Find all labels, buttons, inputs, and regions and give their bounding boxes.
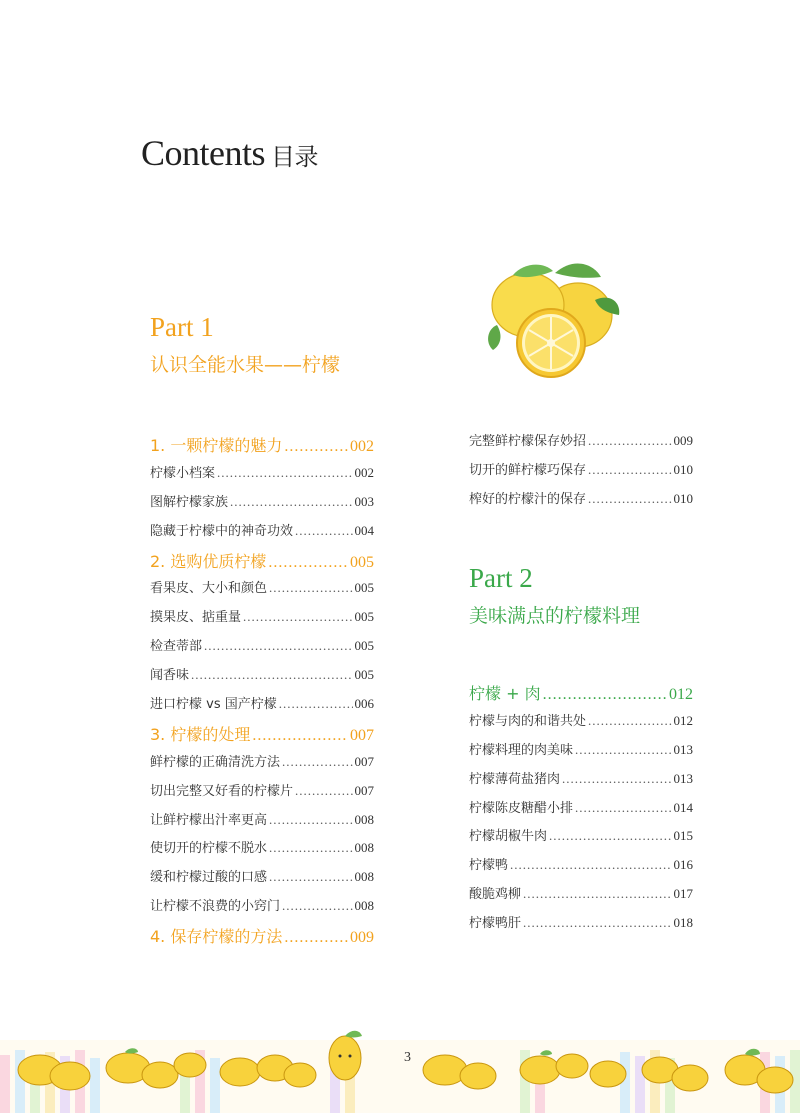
toc-section-1[interactable]: 1. 一颗柠檬的魅力 ..... 002 [150, 433, 374, 462]
toc-entry[interactable]: 柠檬薄荷盐猪肉 ..... 013 [469, 768, 693, 797]
toc-entry[interactable]: 柠檬与肉的和谐共处 ..... 012 [469, 710, 693, 739]
lemon-illustration-icon [483, 255, 623, 390]
toc-entry[interactable]: 缓和柠檬过酸的口感 ..... 008 [150, 866, 374, 895]
part1-toc [150, 433, 374, 953]
toc-entry[interactable]: 柠檬鸭肝 ..... 018 [469, 912, 693, 941]
page-number: 3 [404, 1050, 411, 1065]
part1-label: Part 1 [150, 312, 214, 342]
part2-subtitle: 美味满点的柠檬料理 [469, 605, 641, 627]
part2-toc [469, 681, 693, 941]
toc-entry[interactable]: 完整鲜柠檬保存妙招 ..... 009 [469, 430, 693, 459]
toc-entry[interactable]: 隐藏于柠檬中的神奇功效 ..... 004 [150, 520, 374, 549]
toc-entry[interactable]: 摸果皮、掂重量 ..... 005 [150, 606, 374, 635]
toc-entry[interactable]: 鲜柠檬的正确清洗方法 ..... 007 [150, 751, 374, 780]
toc-entry[interactable]: 看果皮、大小和颜色 ..... 005 [150, 577, 374, 606]
toc-entry[interactable]: 进口柠檬 vs 国产柠檬 ..... 006 [150, 693, 374, 722]
toc-entry[interactable]: 柠檬胡椒牛肉 ..... 015 [469, 825, 693, 854]
part1-subtitle: 认识全能水果——柠檬 [150, 354, 341, 376]
toc-entry[interactable]: 柠檬鸭 ..... 016 [469, 854, 693, 883]
part2-label: Part 2 [469, 563, 533, 593]
toc-entry[interactable]: 榨好的柠檬汁的保存 ..... 010 [469, 488, 693, 517]
toc-entry[interactable]: 图解柠檬家族 ..... 003 [150, 491, 374, 520]
toc-entry[interactable]: 让柠檬不浪费的小窍门 ..... 008 [150, 895, 374, 924]
toc-entry[interactable]: 柠檬料理的肉美味 ..... 013 [469, 739, 693, 768]
toc-entry[interactable]: 切出完整又好看的柠檬片 ..... 007 [150, 780, 374, 809]
toc-entry[interactable]: 酸脆鸡柳 ..... 017 [469, 883, 693, 912]
toc-section-meat[interactable]: 柠檬 + 肉 ..... 012 [469, 681, 693, 710]
lemon-border-decoration-icon [0, 1020, 800, 1113]
toc-entry[interactable]: 切开的鲜柠檬巧保存 ..... 010 [469, 459, 693, 488]
page-title [141, 132, 318, 174]
toc-entry[interactable]: 柠檬陈皮糖醋小排 ..... 014 [469, 797, 693, 826]
toc-section-4[interactable]: 4. 保存柠檬的方法 ..... 009 [150, 924, 374, 953]
toc-section-3[interactable]: 3. 柠檬的处理 ..... 007 [150, 722, 374, 751]
title-chinese: 目录 [271, 143, 319, 171]
toc-entry[interactable]: 检查蒂部 ..... 005 [150, 635, 374, 664]
toc-entry[interactable]: 闻香味 ..... 005 [150, 664, 374, 693]
toc-entry[interactable]: 柠檬小档案 ..... 002 [150, 462, 374, 491]
toc-entry[interactable]: 使切开的柠檬不脱水 ..... 008 [150, 837, 374, 866]
part1-toc-continued [469, 430, 693, 517]
title-english: Contents [141, 133, 266, 173]
toc-entry[interactable]: 让鲜柠檬出汁率更高 ..... 008 [150, 809, 374, 838]
toc-section-2[interactable]: 2. 选购优质柠檬 ..... 005 [150, 549, 374, 578]
